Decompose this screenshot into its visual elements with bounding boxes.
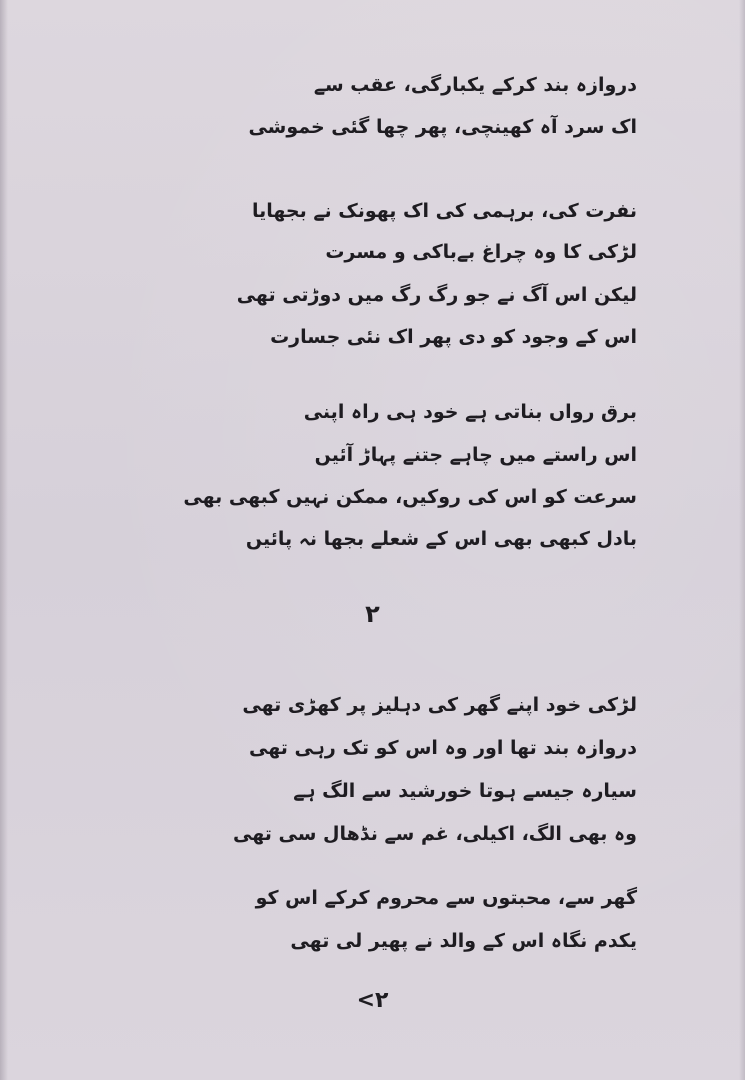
verse-line: برق رواں بناتی ہے خود ہی راہ اپنی [303,401,637,423]
section-number: ۲ [365,600,380,628]
verse-line: گھر سے، محبتوں سے محروم کرکے اس کو [255,887,637,909]
verse-line: نفرت کی، برہمی کی اک پھونک نے بجھایا [251,200,637,222]
verse-line: سیارہ جیسے ہوتا خورشید سے الگ ہے [293,780,637,802]
verse-line: اک سرد آہ کھینچی، پھر چھا گئی خموشی [248,116,637,138]
verse-line: لڑکی کا وہ چراغ بےباکی و مسرت [325,241,637,263]
verse-line: سرعت کو اس کی روکیں، ممکن نہیں کبھی بھی [183,486,637,508]
verse-line: لڑکی خود اپنے گھر کی دہلیز پر کھڑی تھی [242,694,637,716]
verse-line: دروازہ بند تھا اور وہ اس کو تک رہی تھی [249,737,637,759]
verse-line: یکدم نگاہ اس کے والد نے پھیر لی تھی [290,930,637,952]
verse-line: وہ بھی الگ، اکیلی، غم سے نڈھال سی تھی [232,823,637,845]
verse-line: لیکن اس آگ نے جو رگ رگ میں دوڑتی تھی [236,284,637,306]
verse-line: اس کے وجود کو دی پھر اک نئی جسارت [270,326,637,348]
verse-line: اس راستے میں چاہے جتنے پہاڑ آئیں [314,444,637,466]
verse-line: دروازہ بند کرکے یکبارگی، عقب سے [313,74,637,96]
page-left-edge-shadow [0,0,8,1080]
verse-line: بادل کبھی بھی اس کے شعلے بجھا نہ پائیں [245,528,637,550]
page-number: <۲ [356,988,389,1013]
page-right-edge-shadow [739,0,745,1080]
